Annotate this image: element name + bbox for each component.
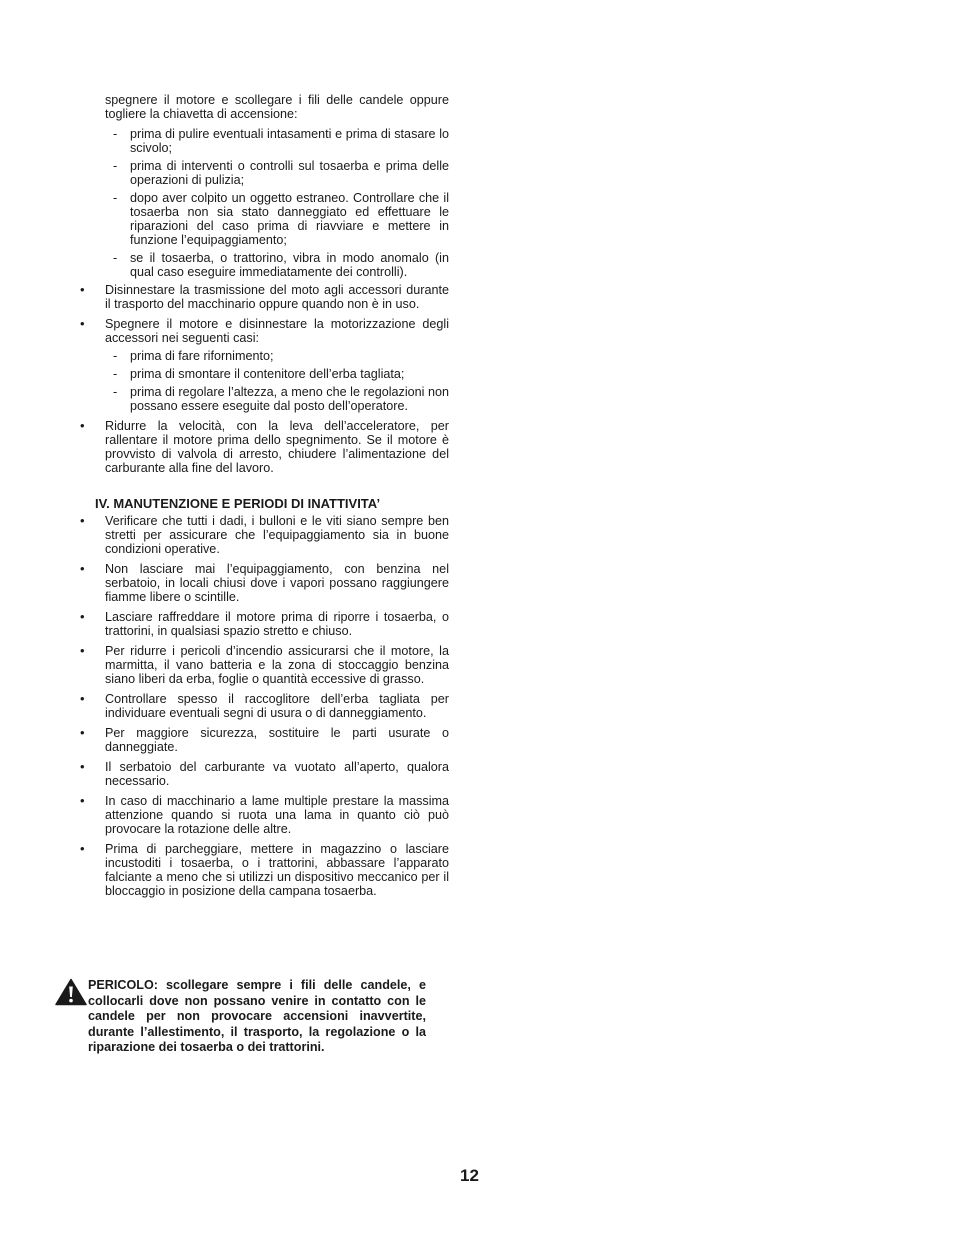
list-item: - prima di pulire eventuali intasamenti e prima di stasare lo scivolo; bbox=[80, 127, 449, 155]
list-item bbox=[80, 692, 449, 720]
list-item bbox=[80, 283, 449, 311]
operation-bullet-list bbox=[80, 283, 449, 475]
list-item-text: • Lasciare raffreddare il motore prima di riporre i tosaerba, o trattorini, in qualsiasi spazio stretto e chiuso. bbox=[105, 610, 449, 638]
list-item-text: • Prima di parcheggiare, mettere in magazzino o lasciare incustoditi i tosaerba, o i trattorini, abbassare l’apparato falciante a meno che si utilizzi un dispositivo meccanico per il bloccaggio in posizione della campana tosaerba. bbox=[105, 842, 449, 898]
danger-text: PERICOLO: scollegare sempre i fili delle candele, e collocarli dove non possano venire in contatto con le candele per non provocare accensioni inavvertite, durante l’allestimento, il trasporto, la regolazione o la riparazione dei tosaerba o dei trattorini. bbox=[88, 978, 426, 1054]
list-item-text: • Non lasciare mai l’equipaggiamento, con benzina nel serbatoio, in locali chiusi dove i vapori possano raggiungere fiamme libere o scintille. bbox=[105, 562, 449, 604]
list-item bbox=[80, 644, 449, 686]
section-heading: IV. MANUTENZIONE E PERIODI DI INATTIVITA’ bbox=[95, 496, 381, 511]
list-item bbox=[80, 842, 449, 898]
list-item-text: • Controllare spesso il raccoglitore dell’erba tagliata per individuare eventuali segni di usura o di danneggiamento. bbox=[105, 692, 449, 720]
list-item bbox=[80, 419, 449, 475]
list-item: - prima di regolare l’altezza, a meno che le regolazioni non possano essere eseguite dal posto dell’operatore. bbox=[80, 385, 449, 413]
list-item bbox=[80, 317, 449, 413]
maintenance-bullet-list bbox=[80, 514, 449, 898]
list-item-text: • Ridurre la velocità, con la leva dell’acceleratore, per rallentare il motore prima dello spegnimento. Se il motore è provvisto di valvola di arresto, chiudere l’alimentazione del carburante alla fine del lavoro. bbox=[105, 419, 449, 475]
list-item bbox=[80, 760, 449, 788]
list-item-text: • In caso di macchinario a lame multiple prestare la massima attenzione quando si ruota una lama in quanto ciò può provocare la rotazione delle altre. bbox=[105, 794, 449, 836]
list-item bbox=[80, 610, 449, 638]
list-item: - prima di fare rifornimento; bbox=[80, 349, 449, 363]
list-item bbox=[80, 794, 449, 836]
list-item-text: • Spegnere il motore e disinnestare la motorizzazione degli accessori nei seguenti casi: bbox=[105, 317, 449, 345]
page-number: 12 bbox=[460, 1166, 479, 1185]
list-item-text: • Il serbatoio del carburante va vuotato all’aperto, qualora necessario. bbox=[105, 760, 449, 788]
list-item bbox=[80, 514, 449, 556]
list-item bbox=[80, 726, 449, 754]
list-item-text: • Verificare che tutti i dadi, i bulloni e le viti siano sempre ben stretti per assicurare che l’equipaggiamento sia in buone condizioni operative. bbox=[105, 514, 449, 556]
list-item-text: • Per maggiore sicurezza, sostituire le parti usurate o danneggiate. bbox=[105, 726, 449, 754]
list-item: - se il tosaerba, o trattorino, vibra in modo anomalo (in qual caso eseguire immediatamente dei controlli). bbox=[80, 251, 449, 279]
list-item bbox=[80, 562, 449, 604]
list-item-text: • Disinnestare la trasmissione del moto agli accessori durante il trasporto del macchinario oppure quando non è in uso. bbox=[105, 283, 449, 311]
list-item: - prima di smontare il contenitore dell’erba tagliata; bbox=[80, 367, 449, 381]
main-text-column bbox=[80, 93, 449, 904]
list-item: - prima di interventi o controlli sul tosaerba e prima delle operazioni di pulizia; bbox=[80, 159, 449, 187]
list-item: - dopo aver colpito un oggetto estraneo. Controllare che il tosaerba non sia stato danneggiato ed effettuare le riparazioni del caso prima di riavviare e mettere in funzione l’equipaggiamento; bbox=[80, 191, 449, 247]
warning-triangle-icon bbox=[55, 978, 87, 1006]
intro-paragraph: spegnere il motore e scollegare i fili delle candele oppure togliere la chiavetta di accensione: bbox=[105, 93, 449, 121]
list-item-text: • Per ridurre i pericoli d’incendio assicurarsi che il motore, la marmitta, il vano batteria e la zona di stoccaggio benzina siano liberi da erba, foglie o quantità eccessive di grasso. bbox=[105, 644, 449, 686]
intro-dash-list bbox=[80, 127, 449, 279]
sub-dash-list bbox=[80, 349, 449, 413]
